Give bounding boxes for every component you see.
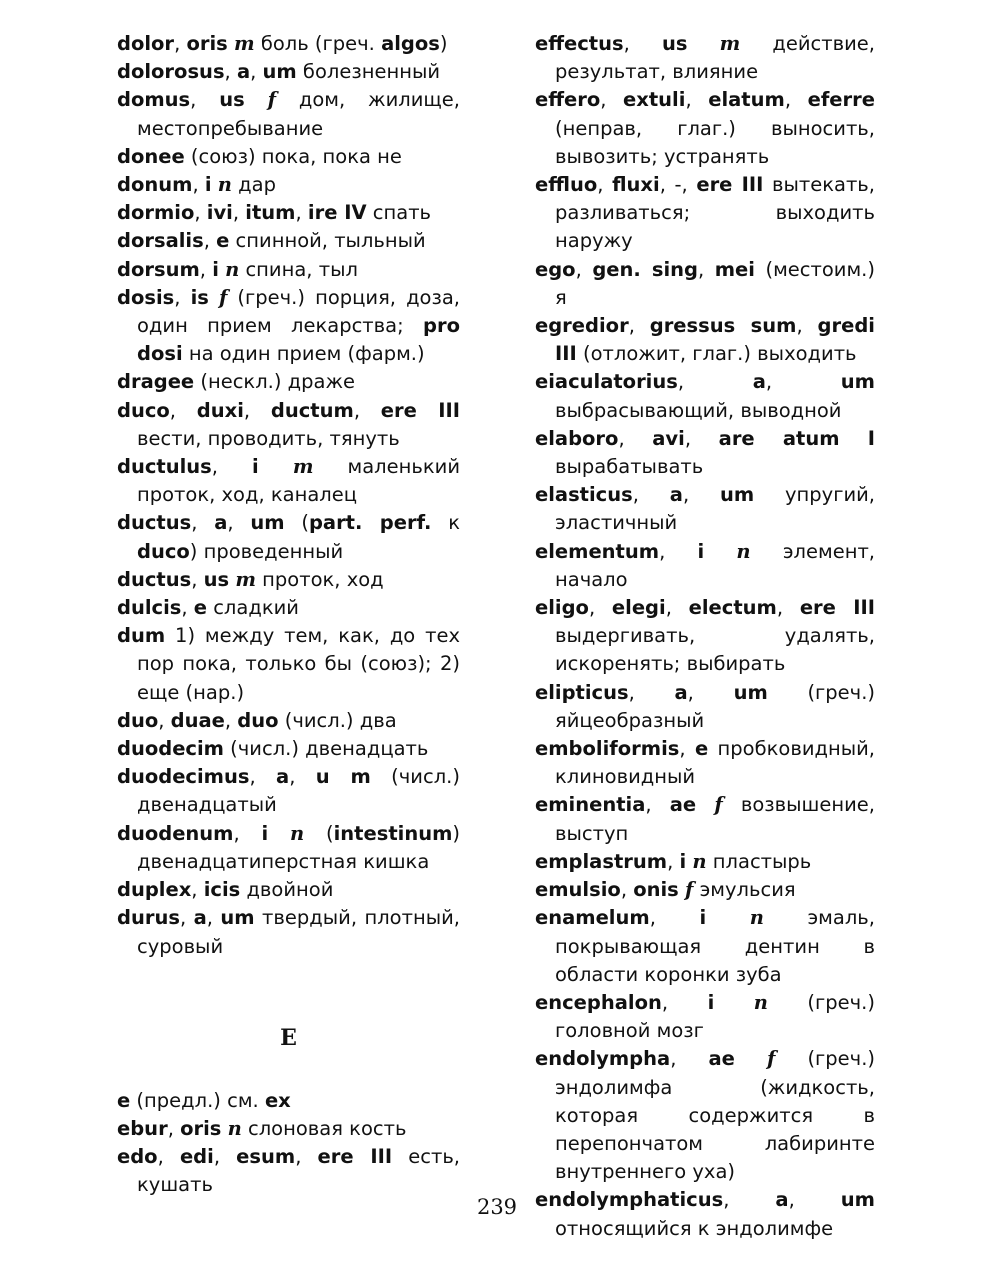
- dictionary-entry: dragee (нескл.) драже: [117, 370, 356, 394]
- dictionary-entry: dormio, ivi, itum, ire IV спать: [117, 201, 432, 225]
- right-column: [535, 30, 875, 1243]
- dictionary-entry: ductus, us m проток, ход: [117, 567, 384, 591]
- dictionary-entry: enamelum, i n эмаль, покрывающая дентин в области коронки зуба: [535, 906, 876, 986]
- dictionary-entry: effluo, fluxi, -, ere III вытекать, разливаться; выходить наружу: [535, 173, 875, 253]
- dictionary-entry: duodecimus, a, u m (числ.) двенадцатый: [117, 765, 460, 817]
- dictionary-entry: dorsalis, e спинной, тыльный: [117, 229, 426, 253]
- dictionary-entry: edo, edi, esum, ere III есть, кушать: [117, 1145, 461, 1197]
- left-column: [117, 30, 460, 1200]
- entry-list: [535, 30, 875, 1243]
- dictionary-entry: ebur, oris n слоновая кость: [117, 1116, 407, 1140]
- dictionary-entry: endolympha, ae f (греч.) эндолимфа (жидкость, которая содержится в перепончатом лабиринте внутреннего уха): [535, 1047, 875, 1184]
- dictionary-entry: dum 1) между тем, как, до тех пор пока, только бы (союз); 2) еще (нар.): [117, 624, 460, 704]
- dictionary-entry: dorsum, i n спина, тыл: [117, 257, 358, 281]
- dictionary-entry: domus, us f дом, жилище, местопребывание: [117, 88, 460, 140]
- dictionary-entry: emboliformis, e пробковидный, клиновидный: [535, 737, 875, 789]
- dictionary-entry: donum, i n дар: [117, 173, 276, 197]
- dictionary-entry: duodecim (числ.) двенадцать: [117, 737, 429, 761]
- entry-list: [117, 1087, 460, 1200]
- dictionary-entry: eligo, elegi, electum, ere III выдергивать, удалять, искоренять; выбирать: [535, 596, 875, 676]
- dictionary-entry: duo, duae, duo (числ.) два: [117, 708, 397, 732]
- dictionary-entry: dosis, is f (греч.) порция, доза, один прием лекарства; pro dosi на один прием (фарм.): [117, 285, 461, 366]
- dictionary-entry: duco, duxi, ductum, ere III вести, проводить, тянуть: [117, 398, 460, 450]
- dictionary-entry: elaboro, avi, are atum I вырабатывать: [535, 426, 876, 479]
- dictionary-entry: elasticus, a, um упругий, эластичный: [535, 483, 875, 535]
- entry-list: [117, 30, 460, 961]
- dictionary-entry: emplastrum, i n пластырь: [535, 849, 812, 873]
- dictionary-entry: elementum, i n элемент, начало: [535, 539, 875, 591]
- page-number: 239: [476, 1195, 518, 1219]
- dictionary-entry: effero, extuli, elatum, eferre (неправ, глаг.) выносить, вывозить; устранять: [535, 88, 875, 168]
- section-letter: E: [280, 1024, 297, 1051]
- dictionary-entry: encephalon, i n (греч.) головной мозг: [535, 990, 875, 1043]
- dictionary-entry: duplex, icis двойной: [117, 878, 334, 902]
- dictionary-entry: egredior, gressus sum, gredi III (отложит, глаг.) выходить: [535, 314, 875, 366]
- dictionary-entry: endolymphaticus, a, um относящийся к эндолимфе: [535, 1188, 875, 1240]
- dictionary-entry: eminentia, ae f возвышение, выступ: [535, 793, 875, 845]
- dictionary-entry: durus, a, um твердый, плотный, суровый: [117, 906, 460, 958]
- dictionary-entry: duodenum, i n (intestinum) двенадцатиперстная кишка: [117, 821, 461, 873]
- dictionary-entry: ductulus, i m маленький проток, ход, каналец: [117, 455, 461, 507]
- dictionary-entry: effectus, us m действие, результат, влияние: [535, 32, 876, 84]
- dictionary-entry: donee (союз) пока, пока не: [117, 144, 402, 168]
- dictionary-entry: dolorosus, a, um болезненный: [117, 60, 441, 84]
- dictionary-entry: dolor, oris m боль (греч. algos): [117, 32, 448, 55]
- dictionary-entry: dulcis, e сладкий: [117, 596, 299, 620]
- dictionary-entry: elipticus, a, um (греч.) яйцеобразный: [535, 680, 875, 732]
- dictionary-entry: eiaculatorius, a, um выбрасывающий, выводной: [535, 370, 875, 422]
- dictionary-entry: ductus, a, um (part. perf. к duco) проведенный: [117, 511, 460, 563]
- dictionary-entry: e (предл.) см. ex: [117, 1088, 291, 1112]
- dictionary-entry: emulsio, onis f эмульсия: [535, 878, 796, 902]
- dictionary-entry: ego, gen. sing, mei (местоим.) я: [535, 257, 875, 309]
